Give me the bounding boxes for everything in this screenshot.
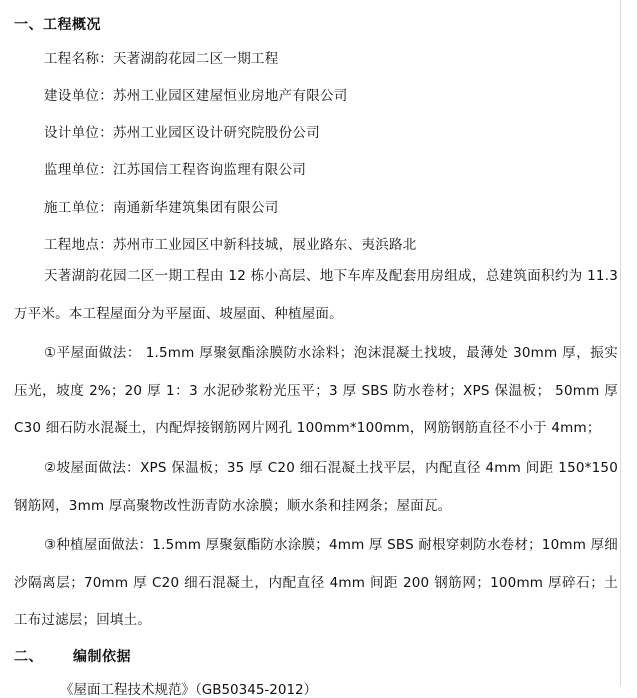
field-client bbox=[44, 84, 348, 104]
field-value: 江苏国信工程咨询监理有限公司 bbox=[113, 162, 307, 178]
section-heading-overview: 一、工程概况 bbox=[14, 17, 101, 33]
paragraph-planted-roof: ③种植屋面做法：1.5mm 厚聚氨酯防水涂膜；4mm 厚 SBS 耐根穿刺防水卷材；10mm 厚细沙隔离层；70mm 厚 C20 细石混凝土，内配直径 4mm 间距 200 钢筋网；100mm 厚碎石；土工布过滤层；回填土。 bbox=[14, 537, 618, 628]
section-title: 编制依据 bbox=[73, 649, 131, 665]
field-contractor bbox=[44, 196, 279, 216]
field-value: 南通新华建筑集团有限公司 bbox=[113, 200, 279, 216]
field-value: 苏州工业园区设计研究院股份公司 bbox=[113, 125, 320, 141]
field-label: 施工单位： bbox=[44, 200, 113, 216]
field-supervisor bbox=[44, 158, 306, 178]
field-designer bbox=[44, 121, 320, 141]
section-heading-basis bbox=[14, 646, 131, 666]
partial-reference-line: 《屋面工程技术规范》（GB50345-2012） bbox=[60, 682, 318, 698]
paragraph-flat-roof: ①平屋面做法： 1.5mm 厚聚氨酯涂膜防水涂料；泡沫混凝土找坡，最薄处 30mm 厚，振实压光，坡度 2%；20 厚 1：3 水泥砂浆粉光压平；3 厚 SBS 防水卷材；XPS 保温板； 50mm 厚 C30 细石防水混凝土，内配焊接钢筋网片网孔 100mm*100mm，网筋钢筋直径不小于 4mm； bbox=[14, 345, 618, 436]
field-label: 工程地点： bbox=[44, 237, 113, 253]
field-value: 苏州市工业园区中新科技城，展业路东、夷浜路北 bbox=[113, 237, 417, 253]
paragraph-slope-roof: ②坡屋面做法：XPS 保温板；35 厚 C20 细石混凝土找平层，内配直径 4mm 间距 150*150 钢筋网，3mm 厚高聚物改性沥青防水涂膜；顺水条和挂网条；屋面瓦。 bbox=[14, 460, 618, 514]
section-number: 二、 bbox=[14, 649, 43, 665]
page-edge-divider bbox=[620, 0, 621, 686]
field-value: 天著湖韵花园二区一期工程 bbox=[113, 51, 279, 67]
field-label: 设计单位： bbox=[44, 125, 113, 141]
field-location bbox=[44, 233, 417, 253]
field-label: 建设单位： bbox=[44, 88, 113, 104]
paragraph-overview: 天著湖韵花园二区一期工程由 12 栋小高层、地下车库及配套用房组成，总建筑面积约为 11.3 万平米。本工程屋面分为平屋面、坡屋面、种植屋面。 bbox=[14, 268, 618, 322]
field-project-name bbox=[44, 47, 279, 67]
field-label: 监理单位： bbox=[44, 162, 113, 178]
field-value: 苏州工业园区建屋恒业房地产有限公司 bbox=[113, 88, 348, 104]
field-label: 工程名称： bbox=[44, 51, 113, 67]
